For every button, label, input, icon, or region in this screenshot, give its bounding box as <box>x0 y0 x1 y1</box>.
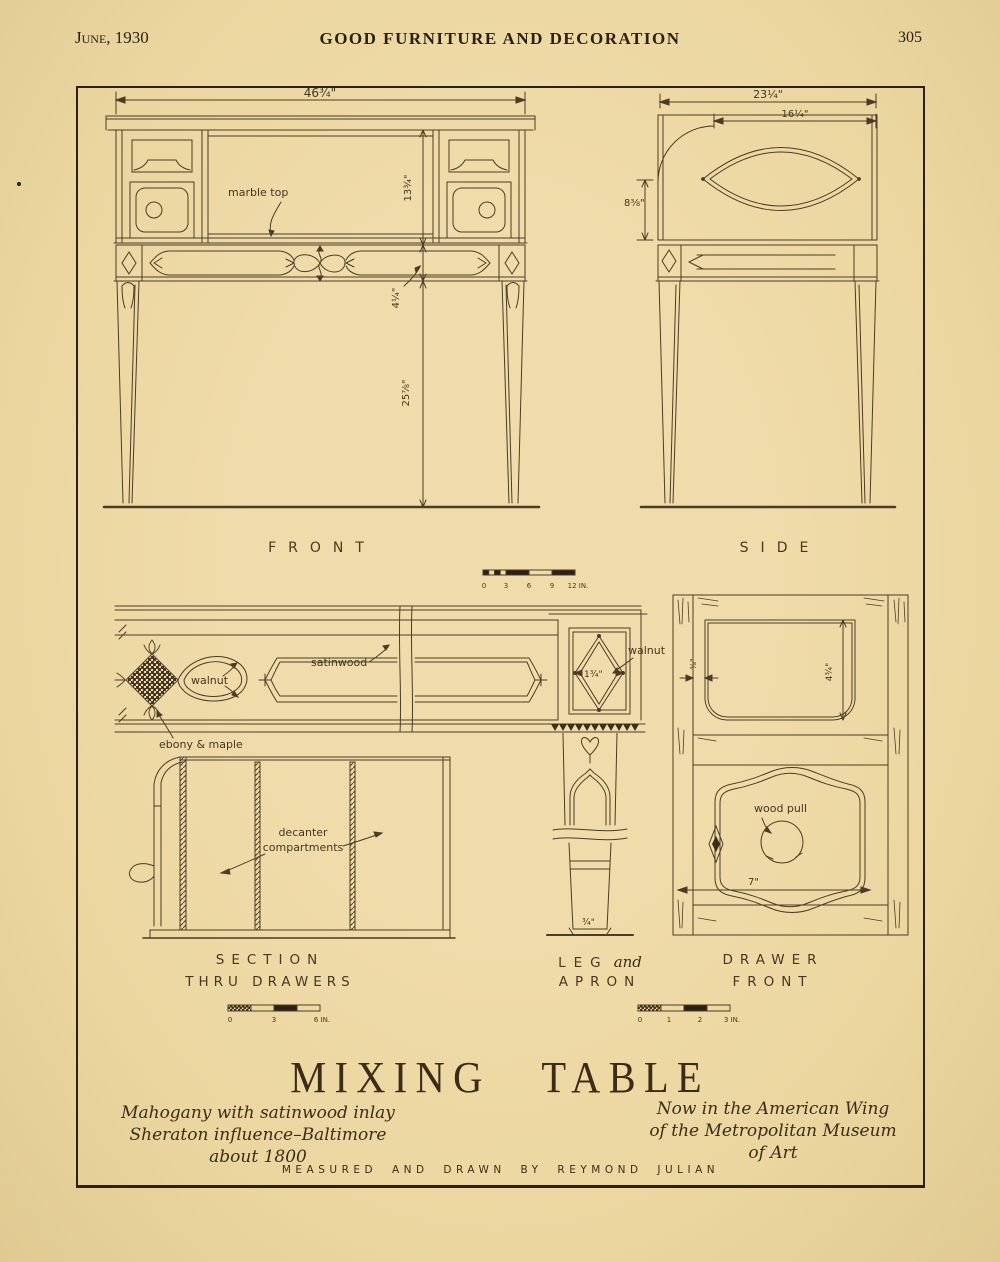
pull-line-dim: 7" <box>748 877 759 888</box>
main-scale-tick: 12 IN. <box>567 582 589 590</box>
and-caption: and <box>613 953 642 971</box>
drawer-scale-tick: 0 <box>637 1016 643 1024</box>
apron-caption: APRON <box>558 974 642 990</box>
side-gallery-height-dim: 8⅜" <box>624 198 645 209</box>
front-view-caption: FRONT <box>268 540 376 556</box>
satinwood-label: satinwood <box>311 656 368 669</box>
drawer-front-detail-linework <box>666 588 918 950</box>
main-scale-tick: 3 <box>503 582 509 590</box>
drawer-scale-tick: 3 IN. <box>723 1016 741 1024</box>
provenance-caption <box>613 1098 933 1164</box>
provenance-caption-line: Now in the American Wing <box>656 1099 890 1119</box>
main-scale-tick: 9 <box>549 582 555 590</box>
material-caption-line: about 1800 <box>209 1147 307 1167</box>
leg-apron-caption <box>505 952 695 971</box>
section-scale-tick: 3 <box>271 1016 277 1024</box>
walnut-diamond-label: walnut <box>628 644 666 657</box>
section-scale-tick: 0 <box>227 1016 233 1024</box>
drawer-scale-bar <box>636 1001 756 1027</box>
margin-dot <box>17 182 21 186</box>
walnut-inlay-label: walnut <box>191 674 229 687</box>
drawer-caption-line1: DRAWER <box>722 952 824 968</box>
drawer-scale-tick: 2 <box>697 1016 703 1024</box>
decanter-label-line1: decanter <box>278 826 328 839</box>
drawer-scale-tick: 1 <box>666 1016 672 1024</box>
issue-date: June, 1930 <box>75 28 149 47</box>
section-thru-drawers-linework <box>103 748 473 1008</box>
diamond-width-dim: 1¾" <box>584 670 603 680</box>
leg-apron-detail-linework <box>533 733 683 943</box>
credit-line: MEASURED AND DRAWN BY REYMOND JULIAN <box>281 1164 720 1176</box>
side-view-caption: SIDE <box>739 540 821 556</box>
material-caption-line: Mahogany with satinwood inlay <box>121 1103 395 1123</box>
page-number: 305 <box>898 29 922 46</box>
section-scale-bar <box>226 1001 336 1027</box>
provenance-caption-line: of the Metropolitan Museum <box>649 1121 897 1141</box>
decanter-label-line2: compartments <box>262 841 344 854</box>
main-scale-tick: 0 <box>481 582 487 590</box>
front-gallery-height-dim: 13¾" <box>403 174 414 202</box>
material-caption <box>103 1102 413 1168</box>
front-apron-height-dim: 4¼" <box>391 287 402 309</box>
side-depth-dim: 23¼" <box>753 88 783 101</box>
plate-border <box>76 86 925 1188</box>
plate-title: MIXING TABLE <box>290 1053 711 1102</box>
main-scale-bar <box>481 566 611 596</box>
foot-width-dim: ¾" <box>582 918 595 928</box>
main-scale-tick: 6 <box>526 582 532 590</box>
side-panel-width-dim: 16¼" <box>781 109 809 120</box>
front-elevation-linework <box>98 88 543 558</box>
wood-pull-label: wood pull <box>754 802 808 815</box>
front-width-dim: 46¾" <box>303 88 337 100</box>
drawer-caption-line2: FRONT <box>732 974 814 990</box>
leg-caption: LEG <box>558 955 609 971</box>
magazine-title: GOOD FURNITURE AND DECORATION <box>319 29 681 48</box>
panel-height-dim: 4¾" <box>825 662 835 682</box>
front-leg-height-dim: 25⅞" <box>401 379 412 407</box>
plate-title-row <box>78 1052 923 1103</box>
material-caption-line: Sheraton influence–Baltimore <box>129 1125 387 1145</box>
provenance-caption-line: of Art <box>748 1143 798 1163</box>
section-caption-line1: SECTION <box>215 952 325 968</box>
border-inset-dim: ⅜" <box>689 658 698 670</box>
section-scale-tick: 6 IN. <box>313 1016 331 1024</box>
section-caption-line2: THRU DRAWERS <box>185 974 355 990</box>
marble-top-label: marble top <box>228 186 289 199</box>
ebony-maple-label: ebony & maple <box>159 738 243 751</box>
side-elevation-linework <box>623 88 913 558</box>
